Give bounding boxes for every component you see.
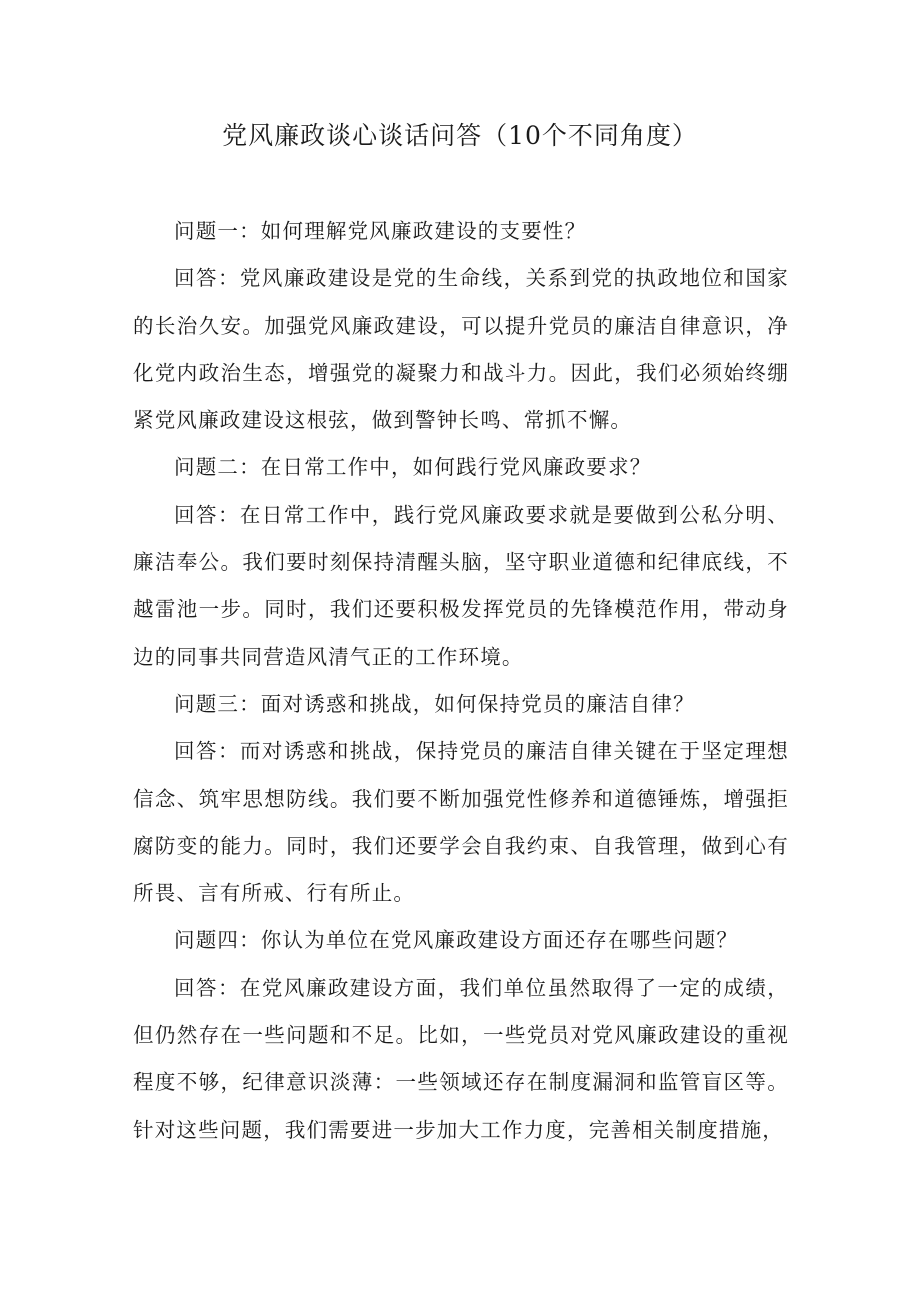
answer-3: 回答：而对诱惑和挑战，保持党员的廉洁自律关键在于坚定理想信念、筑牢思想防线。我们要不断加强党性修养和道德锤炼，增强拒腐防变的能力。同时，我们还要学会自我约束、自我管理，做到心有所畏、言有所戒、行有所止。 (133, 739, 789, 906)
question-1: 问题一：如何理解党风廉政建设的支要性？ (174, 219, 587, 243)
question-2: 问题二：在日常工作中，如何践行党风廉政要求？ (174, 455, 652, 480)
question-4: 问题四：你认为单位在党风廉政建设方面还存在哪些问题？ (174, 928, 739, 953)
answer-1: 回答：党风廉政建设是党的生命线，关系到党的执政地位和国家的长治久安。加强党风廉政建设，可以提升党员的廉洁自律意识，净化党内政治生态，增强党的凝聚力和战斗力。因此，我们必须始终绷紧党风廉政建设这根弦，做到警钟长鸣、常抓不懈。 (133, 266, 789, 433)
answer-4: 回答：在党风廉政建设方面，我们单位虽然取得了一定的成绩，但仍然存在一些问题和不足。比如，一些党员对党风廉政建设的重视程度不够，纪律意识淡薄：一些领域还存在制度漏洞和监管盲区等。针对这些问题，我们需要进一步加大工作力度，完善相关制度措施， (133, 975, 789, 1142)
document-title: 党风廉政谈心谈话问答（10个不同角度） (222, 121, 698, 150)
answer-2: 回答：在日常工作中，践行党风廉政要求就是要做到公私分明、廉洁奉公。我们要时刻保持清醒头脑，坚守职业道德和纪律底线，不越雷池一步。同时，我们还要积极发挥党员的先锋模范作用，带动身边的同事共同营造风清气正的工作环境。 (133, 502, 789, 669)
document-body (133, 208, 789, 1154)
question-3: 问题三：面对诱惑和挑战，如何保持党员的廉洁自律？ (174, 691, 695, 716)
